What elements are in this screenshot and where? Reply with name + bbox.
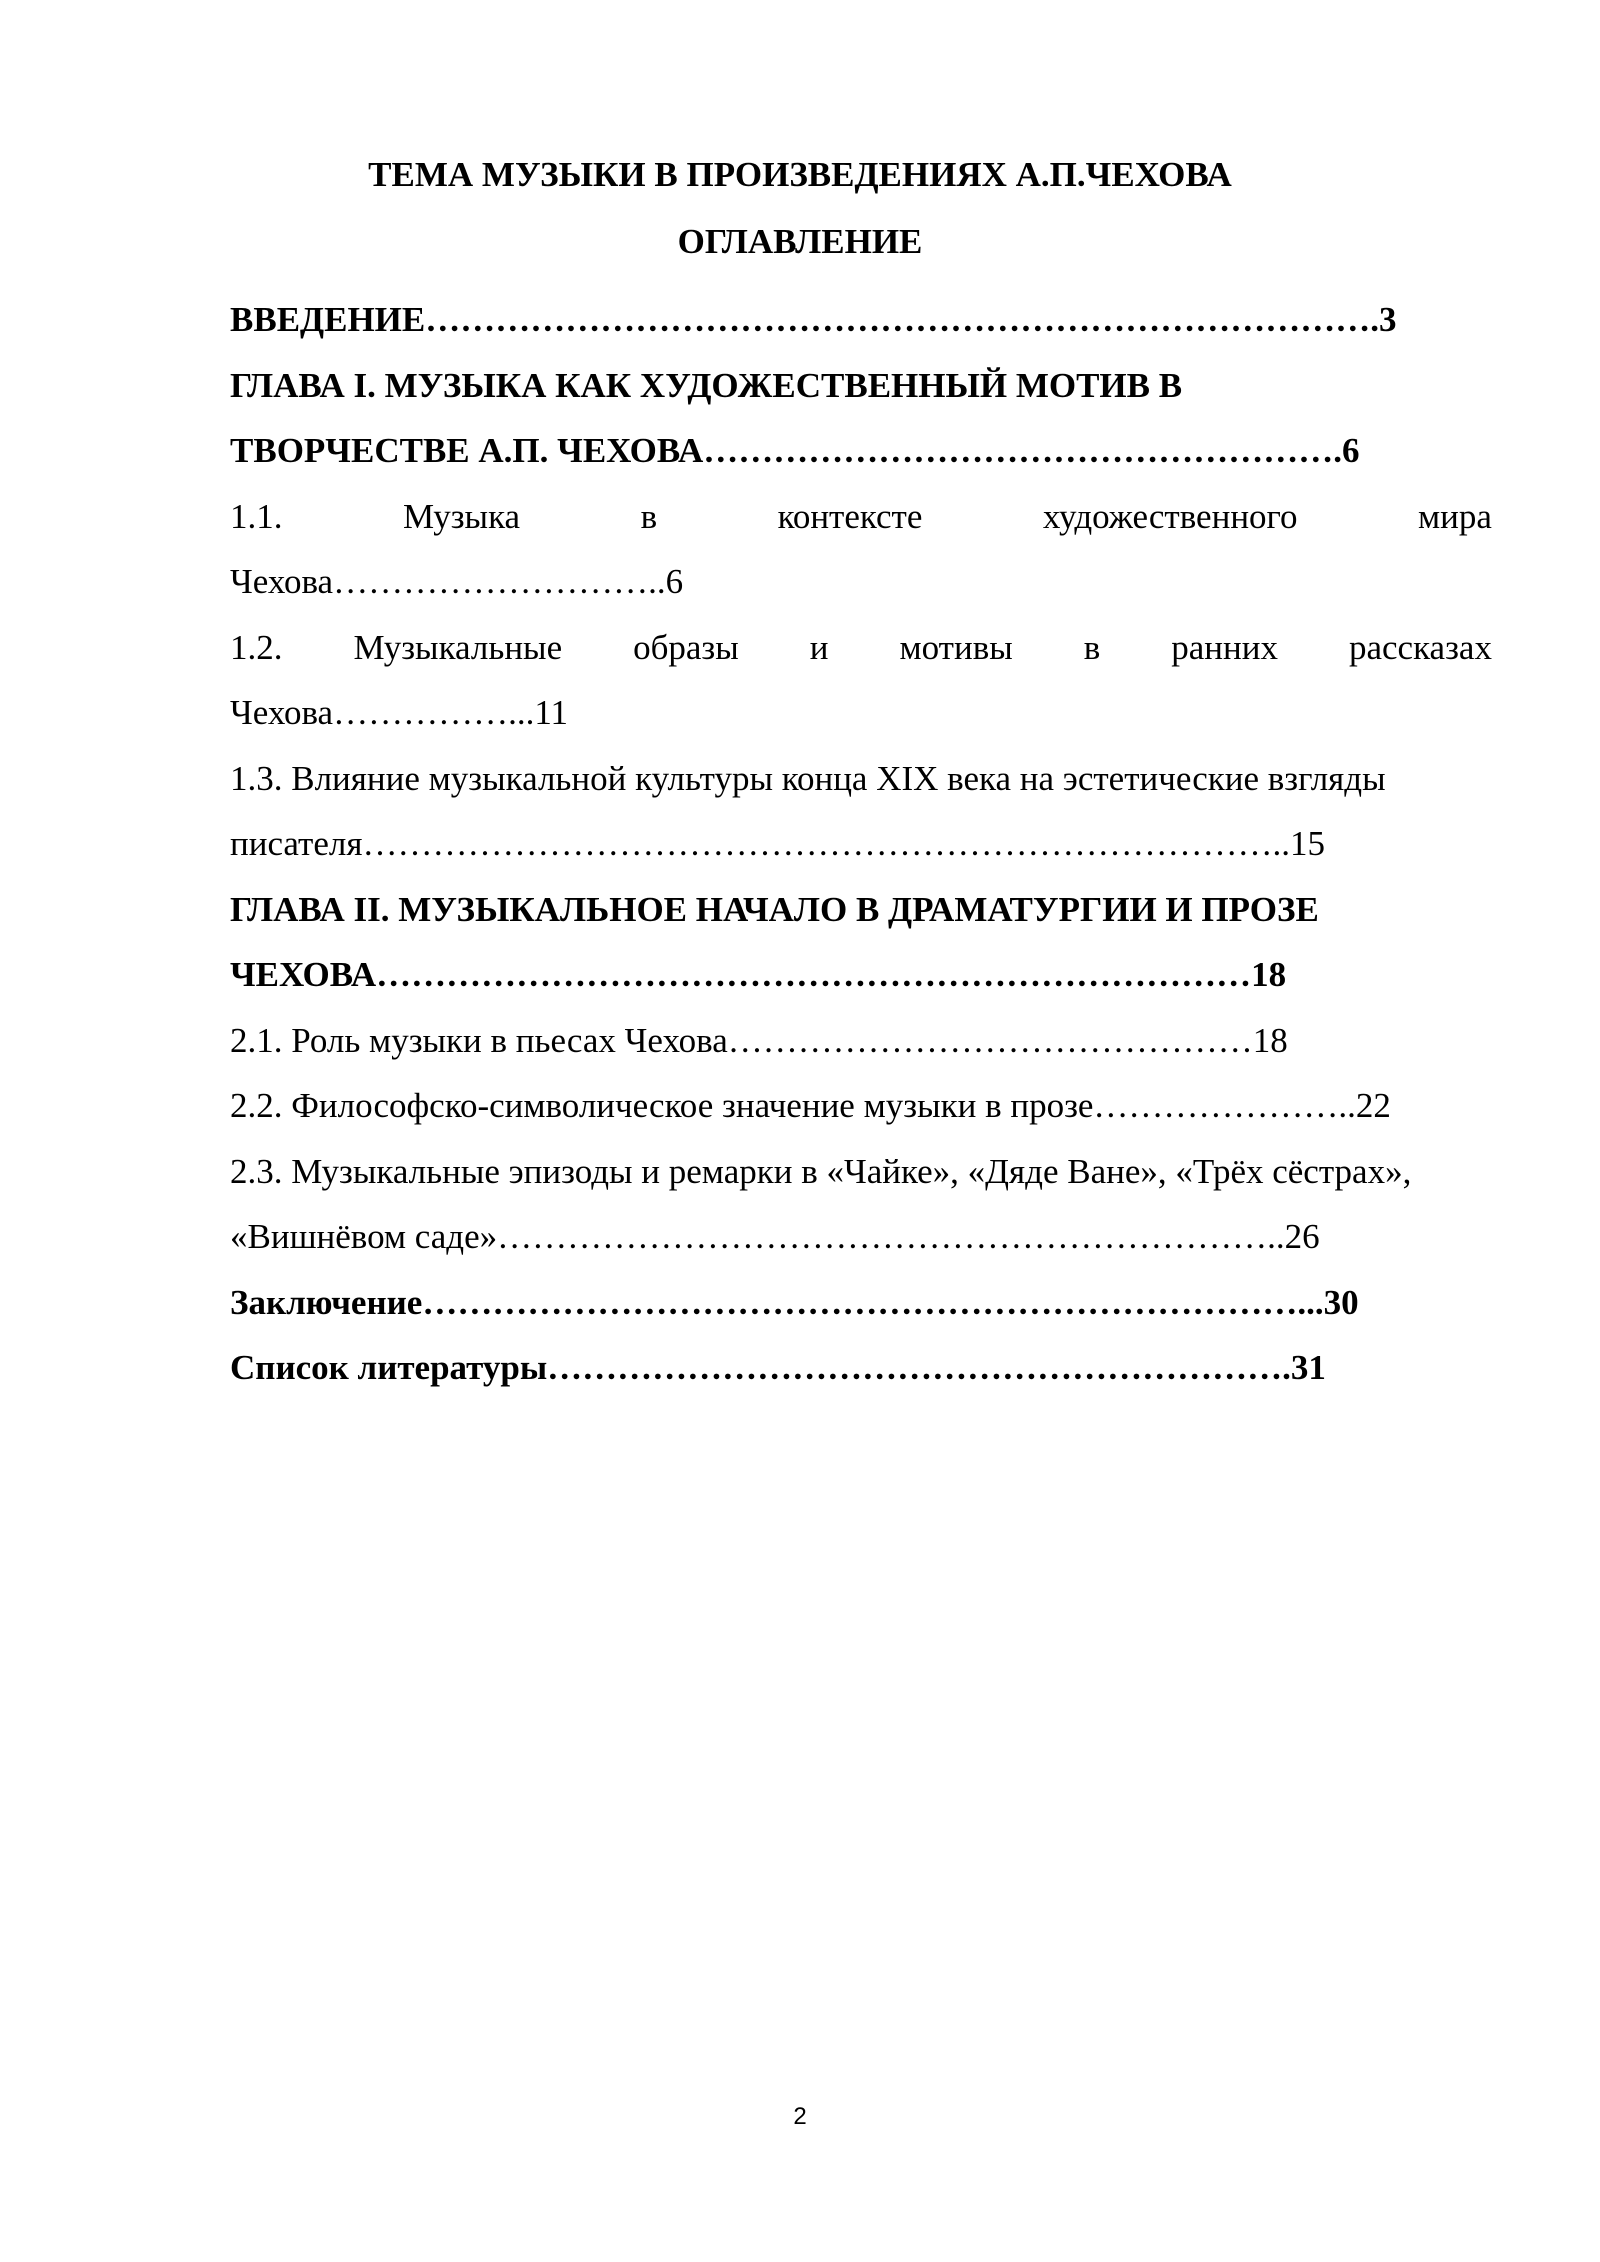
- toc-word: Музыка: [402, 496, 521, 536]
- toc-entry-chapter-1-line-1: ГЛАВА I. МУЗЫКА КАК ХУДОЖЕСТВЕННЫЙ МОТИВ В: [230, 365, 1183, 405]
- toc-word: 1.2.: [230, 627, 283, 667]
- toc-word: в: [640, 496, 658, 536]
- toc-entry-section-1-3-line-2: писателя……………………………………………………………………..15: [230, 824, 1325, 863]
- toc-entry-chapter-2-line-1: ГЛАВА II. МУЗЫКАЛЬНОЕ НАЧАЛО В ДРАМАТУРГИИ И ПРОЗЕ: [230, 889, 1319, 929]
- toc-word: и: [809, 627, 829, 667]
- toc-word: ранних: [1171, 627, 1278, 667]
- toc-word: в: [1083, 627, 1101, 667]
- toc-entry-section-2-2: 2.2. Философско-символическое значение музыки в прозе…………………..22: [230, 1086, 1391, 1125]
- toc-entry-chapter-2-line-2: ЧЕХОВА…………………………………………………………………18: [230, 955, 1287, 994]
- toc-entry-section-1-2-line-2: Чехова……………...11: [230, 693, 569, 732]
- toc-entry-chapter-1-line-2: ТВОРЧЕСТВЕ А.П. ЧЕХОВА……………………………………………….6: [230, 431, 1360, 470]
- toc-entry-section-1-2-line-1: [230, 615, 1492, 681]
- toc-entry-conclusion: Заключение…………………………………………………………………...30: [230, 1282, 1359, 1322]
- toc-entry-section-1-1-line-2: Чехова………………………..6: [230, 562, 684, 601]
- toc-word: 1.1.: [230, 496, 283, 536]
- toc-word: мира: [1418, 496, 1492, 536]
- toc-word: мотивы: [899, 627, 1013, 667]
- toc-entry-section-2-1: 2.1. Роль музыки в пьесах Чехова………………………………………18: [230, 1020, 1288, 1060]
- toc-word: образы: [633, 627, 739, 667]
- toc-word: Музыкальные: [353, 627, 563, 667]
- toc-entry-references: Список литературы……………………………………………………….31: [230, 1348, 1326, 1387]
- toc-entry-section-1-3-line-1: 1.3. Влияние музыкальной культуры конца XIX века на эстетические взгляды: [230, 758, 1386, 798]
- table-of-contents: [230, 287, 1492, 1401]
- toc-word: художественного: [1042, 496, 1298, 536]
- toc-word: рассказах: [1348, 627, 1492, 667]
- toc-heading: ОГЛАВЛЕНИЕ: [677, 222, 923, 261]
- document-title: ТЕМА МУЗЫКИ В ПРОИЗВЕДЕНИЯХ А.П.ЧЕХОВА: [368, 155, 1232, 194]
- toc-entry-section-2-3-line-1: 2.3. Музыкальные эпизоды и ремарки в «Чайке», «Дяде Ване», «Трёх сёстрах»,: [230, 1151, 1412, 1191]
- toc-entry-section-2-3-line-2: «Вишнёвом саде»…………………………………………………………..26: [230, 1217, 1320, 1256]
- toc-word: контексте: [777, 496, 923, 536]
- page-number: 2: [793, 2103, 807, 2130]
- toc-entry-introduction: ВВЕДЕНИЕ……………………………………………………………………….3: [230, 300, 1397, 339]
- toc-entry-section-1-1-line-1: [230, 484, 1492, 550]
